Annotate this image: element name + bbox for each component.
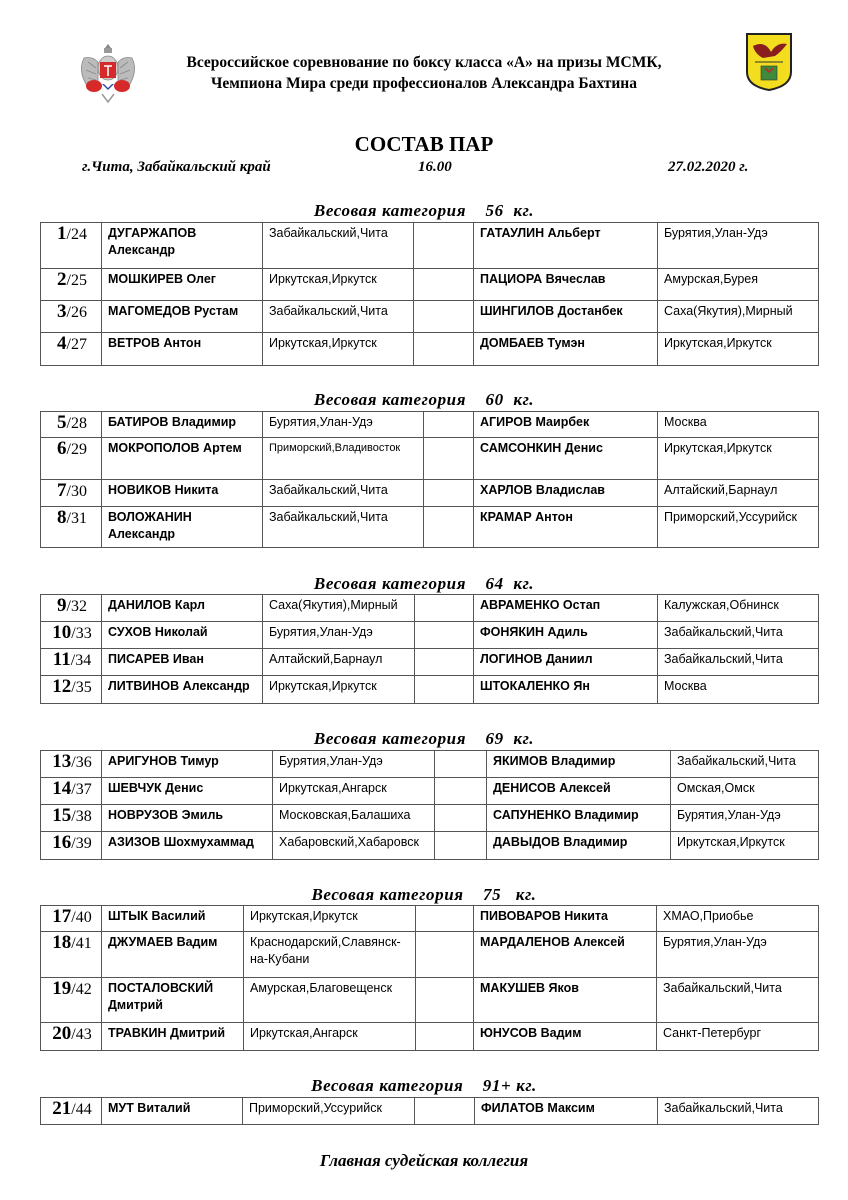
red-corner-region: Краснодарский,Славянск-на-Кубани [244, 932, 416, 978]
bout-number: 21/44 [41, 1098, 102, 1125]
red-corner-region: Иркутская,Иркутск [263, 333, 414, 366]
table-row [41, 412, 819, 438]
blue-corner-name: ФИЛАТОВ Максим [475, 1098, 658, 1125]
red-corner-region: Саха(Якутия),Мирный [263, 595, 415, 622]
blue-corner-region: Иркутская,Иркутск [658, 333, 819, 366]
category-title-91plus: Весовая категория 91+ кг. [311, 1076, 537, 1095]
empty-cell [435, 778, 487, 805]
empty-cell [435, 832, 487, 860]
pairs-table-60 [40, 411, 819, 548]
blue-corner-name: ЛОГИНОВ Даниил [474, 649, 658, 676]
empty-cell [414, 333, 474, 366]
category-title-75: Весовая категория 75 кг. [311, 885, 537, 904]
blue-corner-name: АГИРОВ Маирбек [474, 412, 658, 438]
bout-number: 4/27 [41, 333, 102, 366]
bout-number: 20/43 [41, 1023, 102, 1051]
blue-corner-region: Забайкальский,Чита [658, 622, 819, 649]
pairs-table-69 [40, 750, 819, 860]
blue-corner-region: Саха(Якутия),Мирный [658, 301, 819, 333]
blue-corner-name: ГАТАУЛИН Альберт [474, 223, 658, 269]
blue-corner-region: Забайкальский,Чита [671, 751, 819, 778]
empty-cell [424, 507, 474, 548]
blue-corner-region: Омская,Омск [671, 778, 819, 805]
bout-number: 2/25 [41, 269, 102, 301]
red-corner-region: Бурятия,Улан-Удэ [263, 622, 415, 649]
blue-corner-name: ЯКИМОВ Владимир [487, 751, 671, 778]
empty-cell [414, 223, 474, 269]
pairs-table-75 [40, 905, 819, 1051]
red-corner-name: ШЕВЧУК Денис [102, 778, 273, 805]
red-corner-name: ТРАВКИН Дмитрий [102, 1023, 244, 1051]
blue-corner-region: ХМАО,Приобье [657, 906, 819, 932]
blue-corner-name: АВРАМЕНКО Остап [474, 595, 658, 622]
red-corner-region: Иркутская,Иркутск [263, 269, 414, 301]
empty-cell [424, 438, 474, 480]
blue-corner-region: Москва [658, 412, 819, 438]
header-line-1: Всероссийское соревнование по боксу класса «А» на призы МСМК, [186, 54, 662, 71]
blue-corner-region: Бурятия,Улан-Удэ [657, 932, 819, 978]
blue-corner-name: ФОНЯКИН Адиль [474, 622, 658, 649]
empty-cell [435, 805, 487, 832]
red-corner-name: АЗИЗОВ Шохмухаммад [102, 832, 273, 860]
bout-number: 15/38 [41, 805, 102, 832]
table-row [41, 778, 819, 805]
table-row [41, 480, 819, 507]
blue-corner-name: ЮНУСОВ Вадим [474, 1023, 657, 1051]
table-row [41, 223, 819, 269]
red-corner-region: Амурская,Благовещенск [244, 978, 416, 1023]
empty-cell [415, 622, 474, 649]
blue-corner-region: Иркутская,Иркутск [671, 832, 819, 860]
red-corner-region: Приморский,Владивосток [263, 438, 424, 480]
table-row [41, 595, 819, 622]
bout-number: 11/34 [41, 649, 102, 676]
red-corner-region: Иркутская,Ангарск [244, 1023, 416, 1051]
blue-corner-name: МАРДАЛЕНОВ Алексей [474, 932, 657, 978]
red-corner-name: БАТИРОВ Владимир [102, 412, 263, 438]
red-corner-name: ДУГАРЖАПОВ Александр [102, 223, 263, 269]
pairs-table-64 [40, 594, 819, 704]
blue-corner-name: ШТОКАЛЕНКО Ян [474, 676, 658, 704]
event-date: 27.02.2020 г. [668, 159, 749, 175]
blue-corner-region: Бурятия,Улан-Удэ [658, 223, 819, 269]
document-title: СОСТАВ ПАР [354, 132, 494, 156]
table-row [41, 932, 819, 978]
blue-corner-name: КРАМАР Антон [474, 507, 658, 548]
empty-cell [414, 301, 474, 333]
event-location: г.Чита, Забайкальский край [82, 159, 271, 175]
red-corner-name: НОВРУЗОВ Эмиль [102, 805, 273, 832]
blue-corner-region: Забайкальский,Чита [658, 649, 819, 676]
table-row [41, 676, 819, 704]
table-row [41, 301, 819, 333]
red-corner-name: АРИГУНОВ Тимур [102, 751, 273, 778]
blue-corner-name: ДЕНИСОВ Алексей [487, 778, 671, 805]
blue-corner-name: ШИНГИЛОВ Достанбек [474, 301, 658, 333]
red-corner-region: Иркутская,Ангарск [273, 778, 435, 805]
red-corner-region: Забайкальский,Чита [263, 301, 414, 333]
table-row [41, 622, 819, 649]
blue-corner-name: ДАВЫДОВ Владимир [487, 832, 671, 860]
red-corner-name: МОКРОПОЛОВ Артем [102, 438, 263, 480]
header-line-2: Чемпиона Мира среди профессионалов Александра Бахтина [210, 75, 637, 92]
blue-corner-name: ХАРЛОВ Владислав [474, 480, 658, 507]
table-row [41, 438, 819, 480]
blue-corner-region: Бурятия,Улан-Удэ [671, 805, 819, 832]
bout-number: 6/29 [41, 438, 102, 480]
table-row [41, 751, 819, 778]
pairs-table-56 [40, 222, 819, 366]
red-corner-name: МОШКИРЕВ Олег [102, 269, 263, 301]
red-corner-region: Алтайский,Барнаул [263, 649, 415, 676]
empty-cell [435, 751, 487, 778]
event-time: 16.00 [418, 159, 452, 175]
red-corner-region: Иркутская,Иркутск [263, 676, 415, 704]
bout-number: 13/36 [41, 751, 102, 778]
red-corner-name: МАГОМЕДОВ Рустам [102, 301, 263, 333]
empty-cell [416, 1023, 474, 1051]
empty-cell [416, 932, 474, 978]
empty-cell [416, 906, 474, 932]
pairs-table-91plus [40, 1097, 819, 1125]
red-corner-region: Хабаровский,Хабаровск [273, 832, 435, 860]
competition-header [120, 52, 728, 94]
red-corner-name: НОВИКОВ Никита [102, 480, 263, 507]
red-corner-name: ВЕТРОВ Антон [102, 333, 263, 366]
red-corner-name: МУТ Виталий [102, 1098, 243, 1125]
red-corner-name: ШТЫК Василий [102, 906, 244, 932]
zabaykalsky-coat-of-arms-icon [745, 32, 793, 92]
red-corner-name: ПОСТАЛОВСКИЙ Дмитрий [102, 978, 244, 1023]
table-row [41, 906, 819, 932]
red-corner-name: ПИСАРЕВ Иван [102, 649, 263, 676]
blue-corner-region: Амурская,Бурея [658, 269, 819, 301]
bout-number: 10/33 [41, 622, 102, 649]
red-corner-region: Забайкальский,Чита [263, 480, 424, 507]
table-row [41, 978, 819, 1023]
red-corner-name: ДЖУМАЕВ Вадим [102, 932, 244, 978]
blue-corner-region: Забайкальский,Чита [657, 978, 819, 1023]
blue-corner-name: САПУНЕНКО Владимир [487, 805, 671, 832]
bout-number: 12/35 [41, 676, 102, 704]
empty-cell [415, 676, 474, 704]
empty-cell [415, 649, 474, 676]
table-row [41, 832, 819, 860]
table-row [41, 1098, 819, 1125]
red-corner-name: СУХОВ Николай [102, 622, 263, 649]
blue-corner-region: Санкт-Петербург [657, 1023, 819, 1051]
blue-corner-region: Москва [658, 676, 819, 704]
blue-corner-name: ПИВОВАРОВ Никита [474, 906, 657, 932]
blue-corner-region: Забайкальский,Чита [658, 1098, 819, 1125]
table-row [41, 805, 819, 832]
empty-cell [415, 595, 474, 622]
blue-corner-region: Иркутская,Иркутск [658, 438, 819, 480]
table-row [41, 269, 819, 301]
red-corner-region: Бурятия,Улан-Удэ [263, 412, 424, 438]
red-corner-region: Забайкальский,Чита [263, 507, 424, 548]
table-row [41, 333, 819, 366]
bout-number: 3/26 [41, 301, 102, 333]
empty-cell [416, 978, 474, 1023]
category-title-64: Весовая категория 64 кг. [313, 574, 535, 593]
blue-corner-name: МАКУШЕВ Яков [474, 978, 657, 1023]
bout-number: 17/40 [41, 906, 102, 932]
empty-cell [415, 1098, 475, 1125]
category-title-56: Весовая категория 56 кг. [313, 201, 535, 220]
blue-corner-name: САМСОНКИН Денис [474, 438, 658, 480]
category-title-60: Весовая категория 60 кг. [313, 390, 535, 409]
category-title-69: Весовая категория 69 кг. [313, 729, 535, 748]
red-corner-region: Московская,Балашиха [273, 805, 435, 832]
bout-number: 8/31 [41, 507, 102, 548]
red-corner-name: ДАНИЛОВ Карл [102, 595, 263, 622]
bout-number: 16/39 [41, 832, 102, 860]
bout-number: 7/30 [41, 480, 102, 507]
blue-corner-name: ДОМБАЕВ Тумэн [474, 333, 658, 366]
bout-number: 9/32 [41, 595, 102, 622]
red-corner-region: Забайкальский,Чита [263, 223, 414, 269]
table-row [41, 507, 819, 548]
bout-number: 18/41 [41, 932, 102, 978]
blue-corner-region: Приморский,Уссурийск [658, 507, 819, 548]
empty-cell [414, 269, 474, 301]
table-row [41, 1023, 819, 1051]
blue-corner-name: ПАЦИОРА Вячеслав [474, 269, 658, 301]
red-corner-region: Приморский,Уссурийск [243, 1098, 415, 1125]
red-corner-region: Бурятия,Улан-Удэ [273, 751, 435, 778]
bout-number: 5/28 [41, 412, 102, 438]
chief-judges-panel-title: Главная судейская коллегия [319, 1151, 529, 1170]
bout-number: 19/42 [41, 978, 102, 1023]
empty-cell [424, 412, 474, 438]
red-corner-name: ЛИТВИНОВ Александр [102, 676, 263, 704]
red-corner-name: ВОЛОЖАНИН Александр [102, 507, 263, 548]
bout-number: 14/37 [41, 778, 102, 805]
table-row [41, 649, 819, 676]
blue-corner-region: Алтайский,Барнаул [658, 480, 819, 507]
empty-cell [424, 480, 474, 507]
red-corner-region: Иркутская,Иркутск [244, 906, 416, 932]
event-meta [0, 159, 848, 181]
bout-number: 1/24 [41, 223, 102, 269]
blue-corner-region: Калужская,Обнинск [658, 595, 819, 622]
